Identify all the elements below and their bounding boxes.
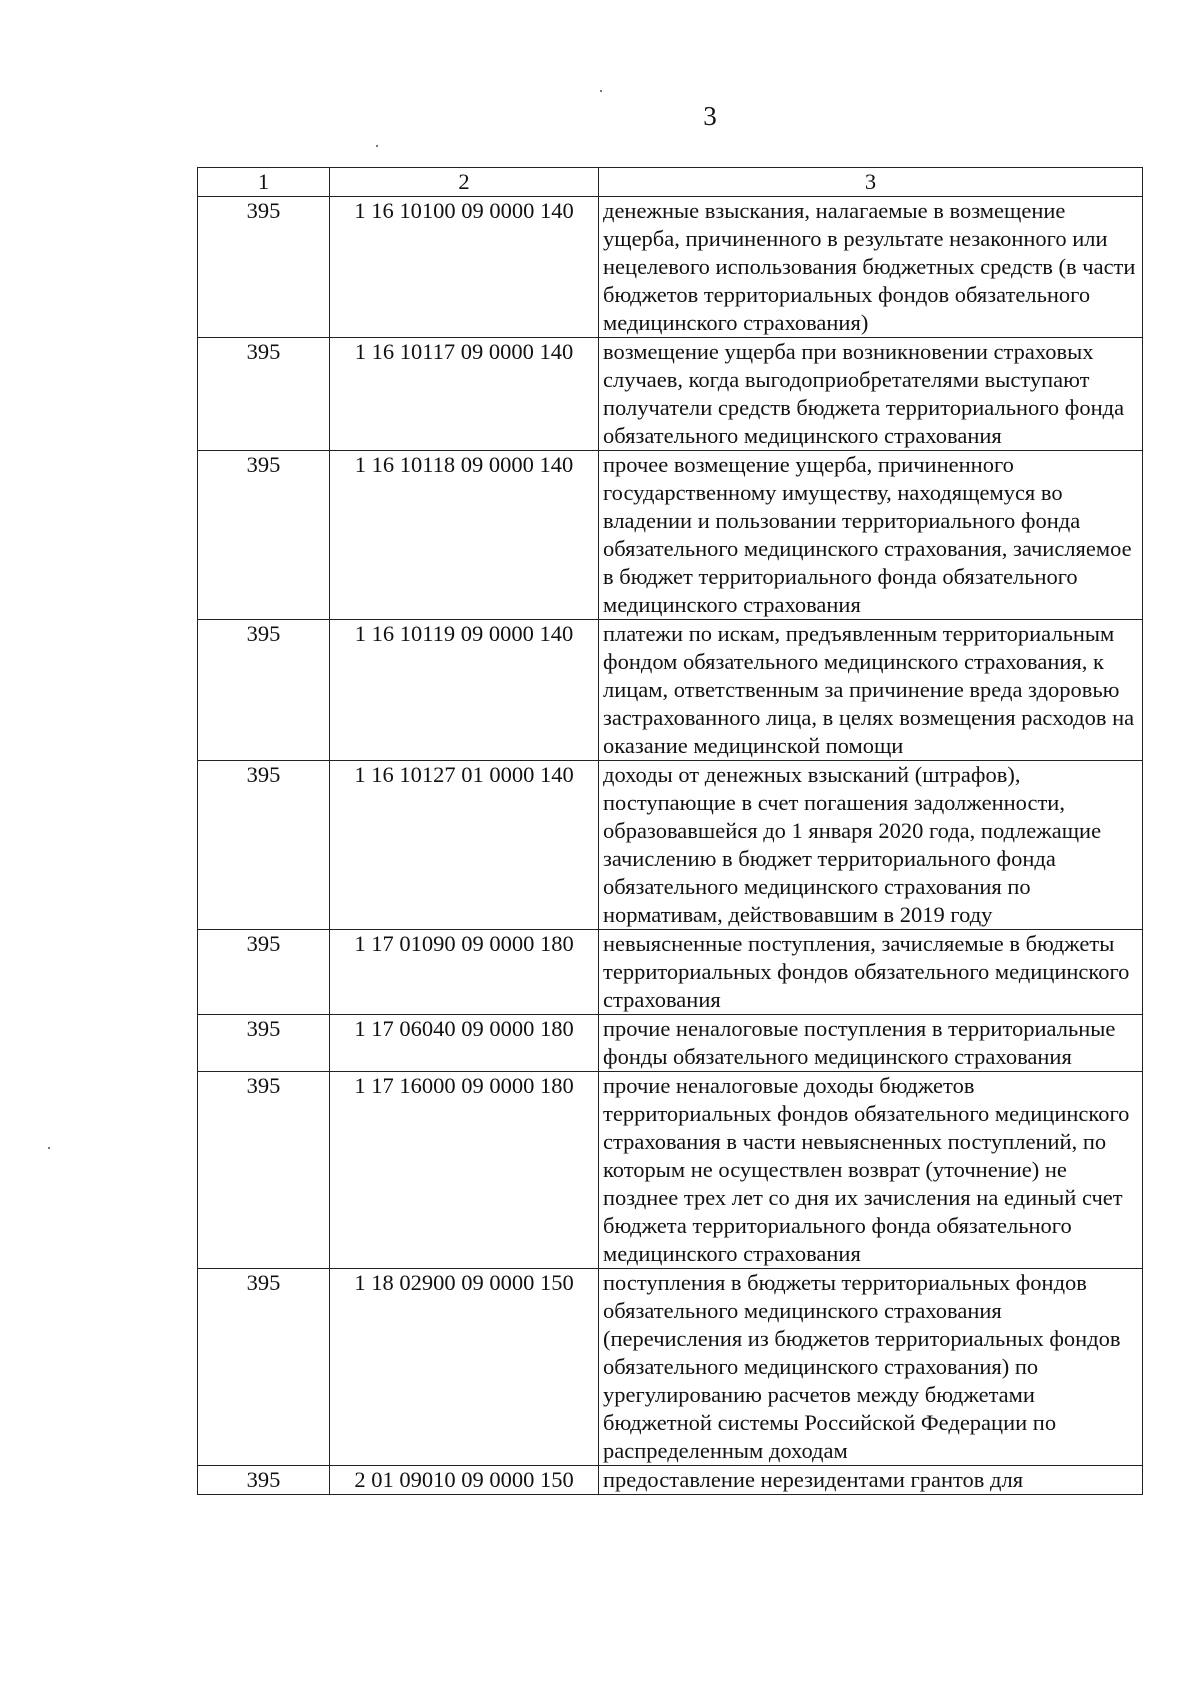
table-row (198, 930, 1143, 1015)
admin-code-cell: 395 (198, 1072, 330, 1269)
budget-code-cell: 1 16 10119 09 0000 140 (330, 620, 599, 761)
scan-speck (376, 145, 378, 147)
budget-code-cell: 1 16 10100 09 0000 140 (330, 197, 599, 338)
budget-code-cell: 1 16 10117 09 0000 140 (330, 338, 599, 451)
table-row (198, 1466, 1143, 1495)
description-cell: возмещение ущерба при возникновении страховых случаев, когда выгодоприобретателями выступают получатели средств бюджета территориального фонда обязательного медицинского страхования (599, 338, 1143, 451)
table-row (198, 620, 1143, 761)
table-row (198, 1072, 1143, 1269)
budget-code-cell: 1 17 16000 09 0000 180 (330, 1072, 599, 1269)
description-cell: прочие неналоговые доходы бюджетов территориальных фондов обязательного медицинского страхования в части невыясненных поступлений, по которым не осуществлен возврат (уточнение) не позднее трех лет со дня их зачисления на единый счет бюджета территориального фонда обязательного медицинского страхования (599, 1072, 1143, 1269)
page-number-text: 3 (703, 101, 717, 131)
admin-code-cell: 395 (198, 620, 330, 761)
table-row (198, 1269, 1143, 1466)
description-cell: доходы от денежных взысканий (штрафов), поступающие в счет погашения задолженности, образовавшейся до 1 января 2020 года, подлежащие зачислению в бюджет территориального фонда обязательного медицинского страхования по нормативам, действовавшим в 2019 году (599, 761, 1143, 930)
column-header-3: 3 (599, 168, 1143, 197)
admin-code-cell: 395 (198, 1466, 330, 1495)
scan-speck (600, 90, 602, 92)
admin-code-cell: 395 (198, 451, 330, 620)
budget-code-cell: 1 17 06040 09 0000 180 (330, 1015, 599, 1072)
page-number (110, 100, 1200, 132)
budget-code-cell: 1 18 02900 09 0000 150 (330, 1269, 599, 1466)
table-header-row (198, 168, 1143, 197)
description-cell: денежные взыскания, налагаемые в возмещение ущерба, причиненного в результате незаконного или нецелевого использования бюджетных средств (в части бюджетов территориальных фондов обязательного медицинского страхования) (599, 197, 1143, 338)
budget-code-cell: 1 17 01090 09 0000 180 (330, 930, 599, 1015)
admin-code-cell: 395 (198, 930, 330, 1015)
column-header-1: 1 (198, 168, 330, 197)
budget-code-cell: 1 16 10127 01 0000 140 (330, 761, 599, 930)
admin-code-cell: 395 (198, 197, 330, 338)
table-row (198, 197, 1143, 338)
description-cell: поступления в бюджеты территориальных фондов обязательного медицинского страхования (перечисления из бюджетов территориальных фондов обязательного медицинского страхования) по урегулированию расчетов между бюджетами бюджетной системы Российской Федерации по распределенным доходам (599, 1269, 1143, 1466)
revenue-codes-table (197, 167, 1143, 1495)
description-cell: прочие неналоговые поступления в территориальные фонды обязательного медицинского страхования (599, 1015, 1143, 1072)
table-row (198, 338, 1143, 451)
description-cell: невыясненные поступления, зачисляемые в бюджеты территориальных фондов обязательного медицинского страхования (599, 930, 1143, 1015)
admin-code-cell: 395 (198, 1269, 330, 1466)
table-row (198, 451, 1143, 620)
table-row (198, 761, 1143, 930)
budget-code-cell: 1 16 10118 09 0000 140 (330, 451, 599, 620)
column-header-2: 2 (330, 168, 599, 197)
admin-code-cell: 395 (198, 761, 330, 930)
scan-speck (48, 1147, 50, 1149)
description-cell: платежи по искам, предъявленным территориальным фондом обязательного медицинского страхования, к лицам, ответственным за причинение вреда здоровью застрахованного лица, в целях возмещения расходов на оказание медицинской помощи (599, 620, 1143, 761)
admin-code-cell: 395 (198, 338, 330, 451)
table-row (198, 1015, 1143, 1072)
description-cell: прочее возмещение ущерба, причиненного государственному имуществу, находящемуся во владении и пользовании территориального фонда обязательного медицинского страхования, зачисляемое в бюджет территориального фонда обязательного медицинского страхования (599, 451, 1143, 620)
admin-code-cell: 395 (198, 1015, 330, 1072)
description-cell: предоставление нерезидентами грантов для (599, 1466, 1143, 1495)
budget-code-cell: 2 01 09010 09 0000 150 (330, 1466, 599, 1495)
